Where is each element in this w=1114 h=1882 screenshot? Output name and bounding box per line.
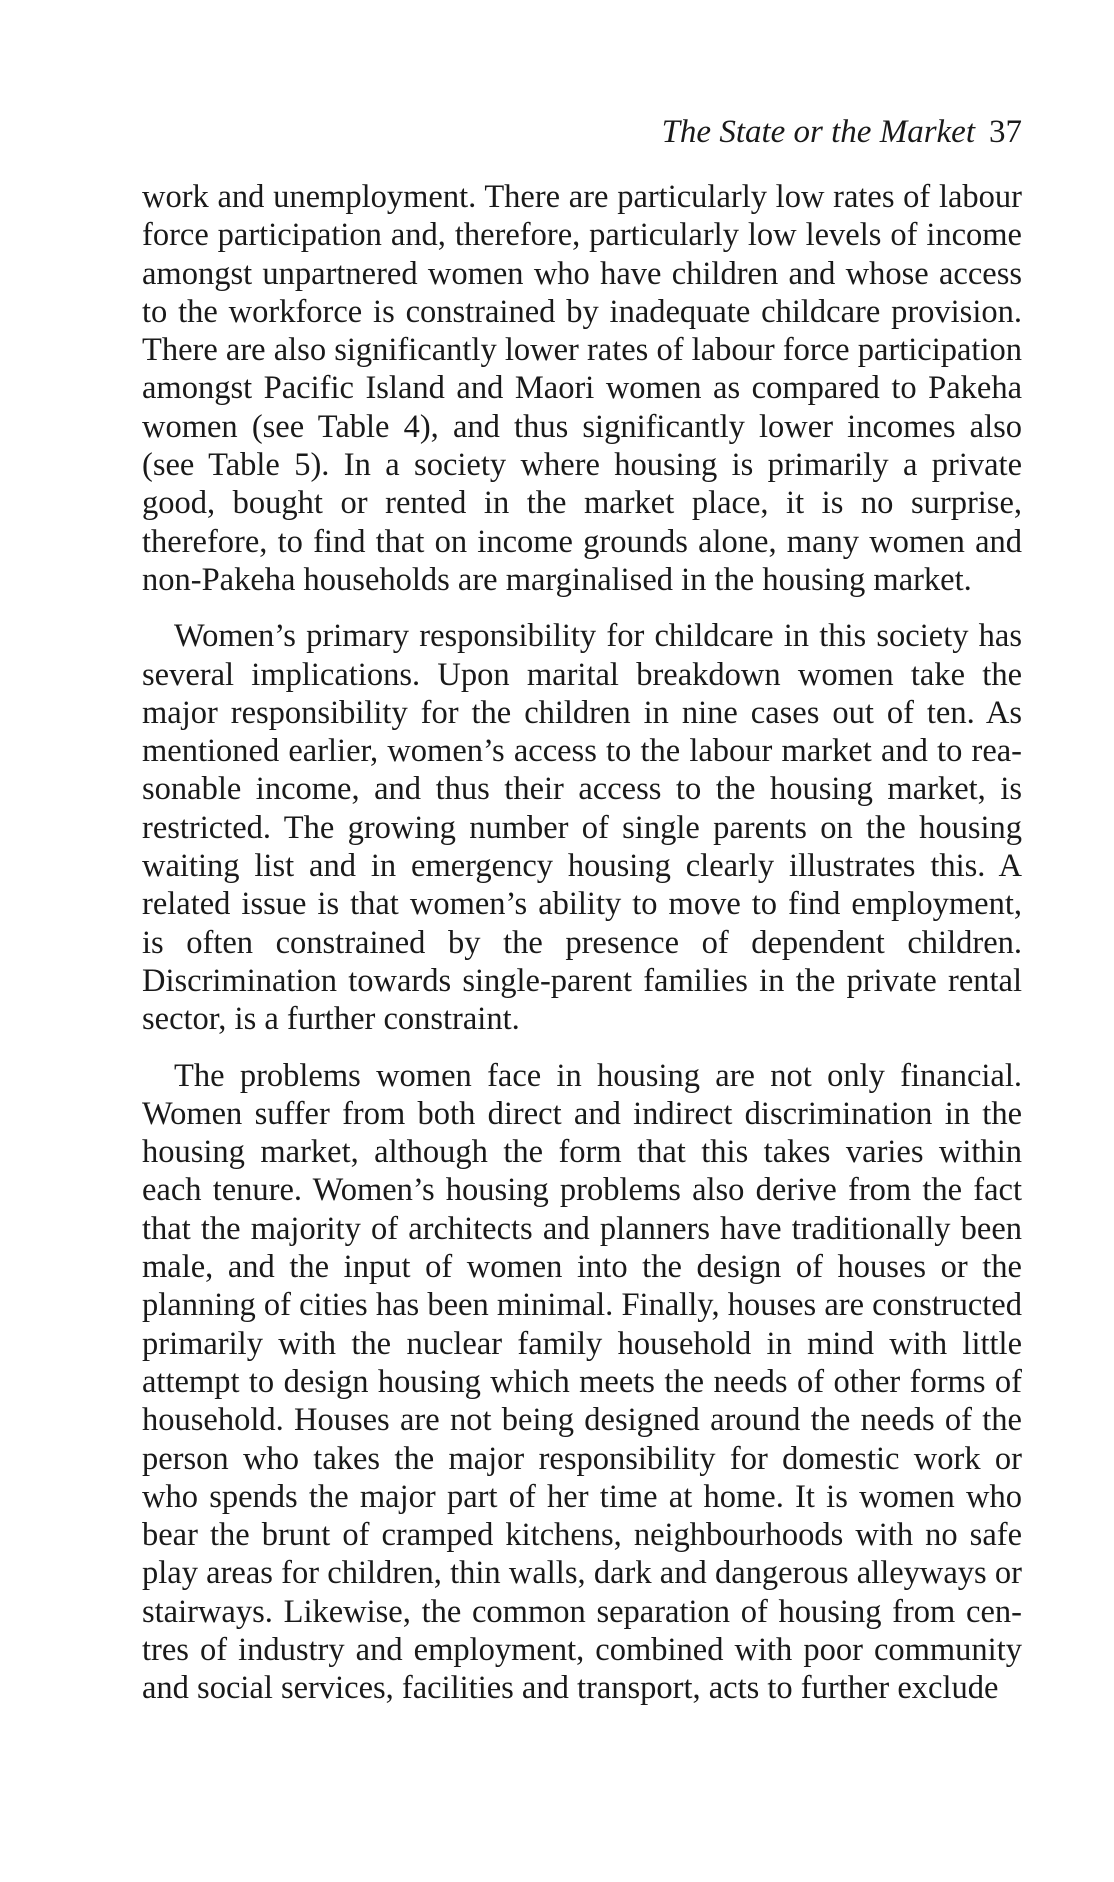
body-text — [142, 178, 1022, 1708]
paragraph-2: Women’s primary responsibility for childcare in this society has several implications. Upon marital breakdown women take the major responsibility for the children in nine cases out of ten. As mentioned earlier, women’s access to the labour market and to reasonable income, and thus their access to the housing market, is restricted. The growing number of single parents on the housing waiting list and in emergency housing clearly illustrates this. A related issue is that women’s ability to move to find employment, is often constrained by the presence of dependent children. Discrimination towards single-parent families in the private rental sector, is a further constraint. — [142, 618, 1022, 1038]
running-header — [142, 112, 1022, 152]
paragraph-1: work and unemployment. There are particularly low rates of labour force participation and, therefore, particularly low levels of income amongst unpartnered women who have children and whose access to the workforce is constrained by inadequate childcare provision. There are also significantly lower rates of labour force participation amongst Pacific Island and Maori women as compared to Pakeha women (see Table 4), and thus significantly lower incomes also (see Table 5). In a society where housing is primarily a private good, bought or rented in the market place, it is no surprise, therefore, to find that on income grounds alone, many women and non-Pakeha households are marginalised in the housing market. — [142, 179, 1022, 598]
paragraph-3: The problems women face in housing are not only financial. Women suffer from both direct and indirect discrimination in the housing market, although the form that this takes varies within each tenure. Women’s housing problems also derive from the fact that the majority of architects and planners have traditionally been male, and the input of women into the design of houses or the planning of cities has been minimal. Finally, houses are constructed primarily with the nuclear family household in mind with little attempt to design housing which meets the needs of other forms of household. Houses are not being designed around the needs of the person who takes the major responsibility for domestic work or who spends the major part of her time at home. It is women who bear the brunt of cramped kitchens, neighbourhoods with no safe play areas for children, thin walls, dark and dangerous alleyways or stairways. Likewise, the common separation of housing from centres of industry and employment, combined with poor community and social services, facilities and transport, acts to further exclude — [142, 1057, 1022, 1707]
running-title: The State or the Market — [661, 114, 975, 150]
page-number: 37 — [989, 114, 1022, 150]
